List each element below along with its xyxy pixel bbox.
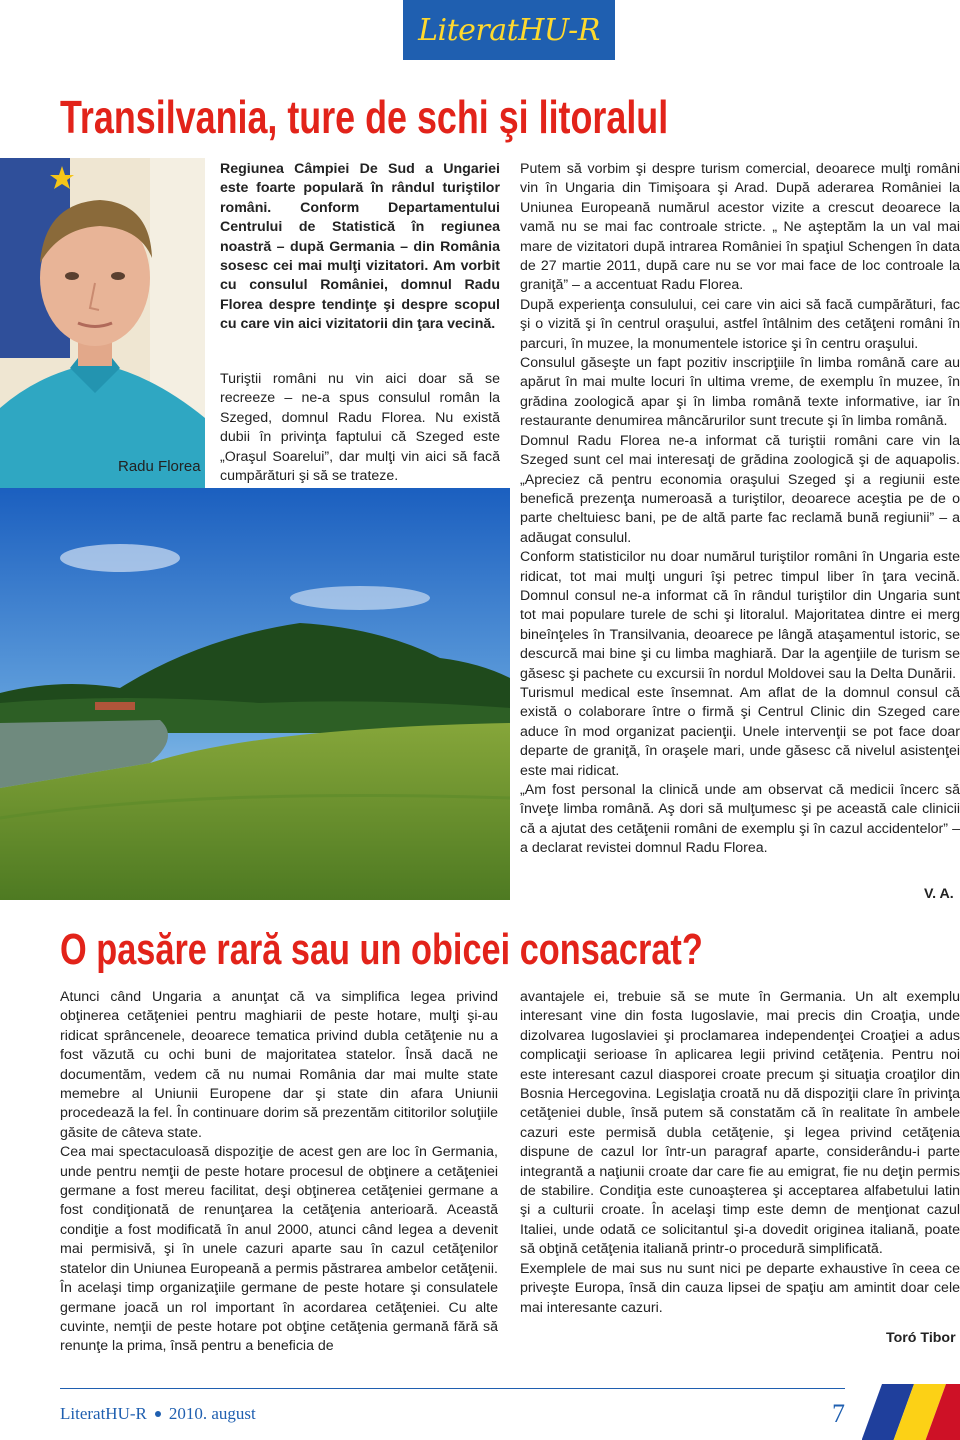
paragraph: avantajele ei, trebuie să se mute în Germania. Un alt exemplu interesant vine din fosta Iugoslavie, mai precis din Croaţia, unde dizolvarea Iugoslaviei şi proclamarea independenţei Croaţiei a adus complicaţii serioase în aplicarea legii privind cetăţenia. Pentru noi este interesant cazul diasporei croate precum şi situaţia croaţilor din Bosnia Hercegovina. Legislaţia croată nu dă dispoziţii clare în privinţa cetăţeniei duble, însă putem să constatăm că în realitate în ambele cazuri este permisă dubla cetăţenie, şi legea privind cetăţenia dispune de cazul lor într-un paragraf aparte, considerându-i parte integrantă a naţiunii croate dar care fie au emigrat, fie nu deţin permis de stabilire. Condiţia este cunoaşterea şi acceptarea alfabetului latin şi a culturii croate. În acelaşi timp este demn de menţionat cazul Italiei, unde odată ce solicitantul şi-a dovedit originea italiană, poate să obţină cetăţenia italiană printr-o procedură simplificată. <box>520 989 960 1258</box>
masthead-logo <box>403 0 615 60</box>
flag-graphic <box>862 1384 960 1440</box>
article2-right-column <box>520 988 960 1318</box>
landscape-photo <box>0 488 510 900</box>
paragraph: Consulul găseşte un fapt pozitiv inscripţiile în limba română care au apărut în mai multe locuri în ultima vreme, de exemplu în muzee, în grădina zoologică apar şi în limba română texte informative, iar în restaurante denumirea mâncărurilor sunt trecute şi în limba română. <box>520 355 960 430</box>
masthead-brand: LiteratHU-R <box>418 12 600 48</box>
cloud <box>60 544 180 572</box>
article1-signature: V. A. <box>924 886 954 902</box>
footer-issue: 2010. august <box>168 1404 256 1423</box>
paragraph: Turismul medical este însemnat. Am aflat de la domnul consul că există o colaborare între o firmă şi Centrul Clinic din Szeged care aduce în mod organizat pacienţii. Unele intervenţii se pot face doar departe de graniţă, în oraşele mari, unde găsesc că nivelul asistenţei este mai ridicat. <box>520 684 960 779</box>
article1-headline: Transilvania, ture de schi şi litoralul <box>60 91 669 143</box>
photo-caption: Radu Florea <box>118 458 201 475</box>
building <box>95 702 135 710</box>
page-number: 7 <box>832 1399 845 1428</box>
article1-body <box>520 160 960 859</box>
article1-lead: Regiunea Câmpiei De Sud a Ungariei este foarte populară în rândul turiştilor români. Conform Departamentului Centrului de Statistică în regiunea noastră – după Germania – din România sosesc cei mai mulţi vizitatori. Am vorbit cu consulul României, domnul Radu Florea despre tendinţe şi despre scopul cu care vin aici vizitatorii din ţara vecină. <box>220 161 500 333</box>
footer-publication <box>60 1404 256 1424</box>
paragraph: „Am fost personal la clinică unde am observat că medicii încerc să înveţe limba română. Aş dori să mulţumesc şi pe această cale clinicii că a ajutat des cetăţenii români de exemplu şi în cazul accidentelor” – a declarat revistei domnul Radu Florea. <box>520 782 960 857</box>
article2-signature: Toró Tibor <box>886 1330 956 1346</box>
paragraph: Cea mai spectaculoasă dispoziţie de acest gen are loc în Germania, unde pentru nemţii de peste hotare procesul de obţinere a cetăţeniei germane a fost mereu facilitat, deşi obţinerea cetăţeniei germane a fost condiţionată de renunţarea la cetăţenia anterioară. Această condiţie a fost modificată în anul 2000, atunci când legea a devenit mai permisivă, şi în unele cazuri aparte sau în cazul cetăţenilor statelor din Uniunea Europeană a permis păstrarea ambelor cetăţenii. În acelaşi timp organizaţiile germane de peste hotare şi consulatele germane joacă un rol important în acordarea cetăţeniei. Cu alte cuvinte, nemţii de peste hotare pot obţine cetăţenia germană fără să renunţe la prima, însă pentru a beneficia de <box>60 1144 498 1355</box>
bullet-icon <box>155 1411 161 1417</box>
cloud <box>290 586 430 610</box>
paragraph: Domnul Radu Florea ne-a informat că turiştii români care vin la Szeged sunt cel mai interesaţi de grădina zoologică şi de aquapolis. „Apreciez că pentru economia oraşului Szeged şi a regiunii este benefică prezenţa numeroasă a turiştilor, deoarece aceştia pe de o parte cheltuiesc bani, pe de altă parte fac reclamă bună regiunii” – a adăugat consulul. <box>520 432 960 546</box>
romanian-flag-icon <box>862 1384 960 1440</box>
paragraph: Conform statisticilor nu doar numărul turiştilor români în Ungaria este ridicat, tot mai mulţi unguri îşi petrec timpul liber în ţara vecină. Domnul consul ne-a informat că în rândul turiştilor din Ungaria sunt tot mai populare turele de schi şi litoralul. Majoritatea dintre ei merg bineînţeles în Transilvania, deoarece pe lângă ataşamentul istoric, se descurcă mai bine şi cu limba maghiară. Dar la agenţiile de turism se găsesc şi pachete cu excursii în nordul Moldovei sau la Delta Dunării. <box>520 549 960 682</box>
article1-intro: Turiştii români nu vin aici doar să se recreeze – ne-a spus consulul român la Szeged, domnul Radu Florea. Nu există dubii în privinţa faptului că Szeged este „Oraşul Soarelui”, dar mulţi vin aici să facă cumpărături şi să se trateze. <box>220 371 500 485</box>
portrait-photo <box>0 158 205 488</box>
portrait-illustration <box>0 158 205 488</box>
paragraph: Exemplele de mai sus nu sunt nici pe departe exhaustive în ceea ce priveşte Europa, însă din cauza lipsei de spaţiu am amintit doar cele mai interesante cazuri. <box>520 1260 960 1316</box>
article2-headline: O pasăre rară sau un obicei consacrat? <box>60 925 703 974</box>
paragraph: După experienţa consulului, cei care vin aici să facă cumpărături, fac şi o vizită şi în centrul oraşului, astfel întâlnim des cetăţeni români în parcuri, în muzee, la monumentele istorice şi în centru oraşului. <box>520 296 960 352</box>
paragraph: Putem să vorbim şi despre turism comercial, deoarece mulţi români vin în Ungaria din Timişoara şi Arad. După aderarea României la Uniunea Europeană numărul acestor vizite a crescut deoarece la vamă nu se mai fac controale stricte. „ Ne aşteptăm la un val mai mare de vizitatori după intrarea României în spaţiul Schengen în data de 27 martie 2011, după care nu se vor mai face de loc controale la graniţă” – a accentuat Radu Florea. <box>520 161 960 294</box>
landscape-illustration <box>0 488 510 900</box>
footer-divider <box>60 1388 845 1389</box>
paragraph: Atunci când Ungaria a anunţat că va simplifica legea privind obţinerea cetăţeniei pentru maghiarii de peste hotare, mulţi şi-au ridicat sprâncenele, deoarece tematica privind dubla cetăţenie nu a fost văzută cu ochi buni de majoritatea statelor. Însă dacă ne documentăm, vedem că nu numai România dar mai multe state memebre al Uniunii Europene dar şi state din afara Uniunii procedează la fel. În continuare dorim să prezentăm cititorilor soluţiile găsite de câteva state. <box>60 989 498 1141</box>
article2-left-column <box>60 988 498 1357</box>
footer-brand: LiteratHU-R <box>60 1404 147 1423</box>
